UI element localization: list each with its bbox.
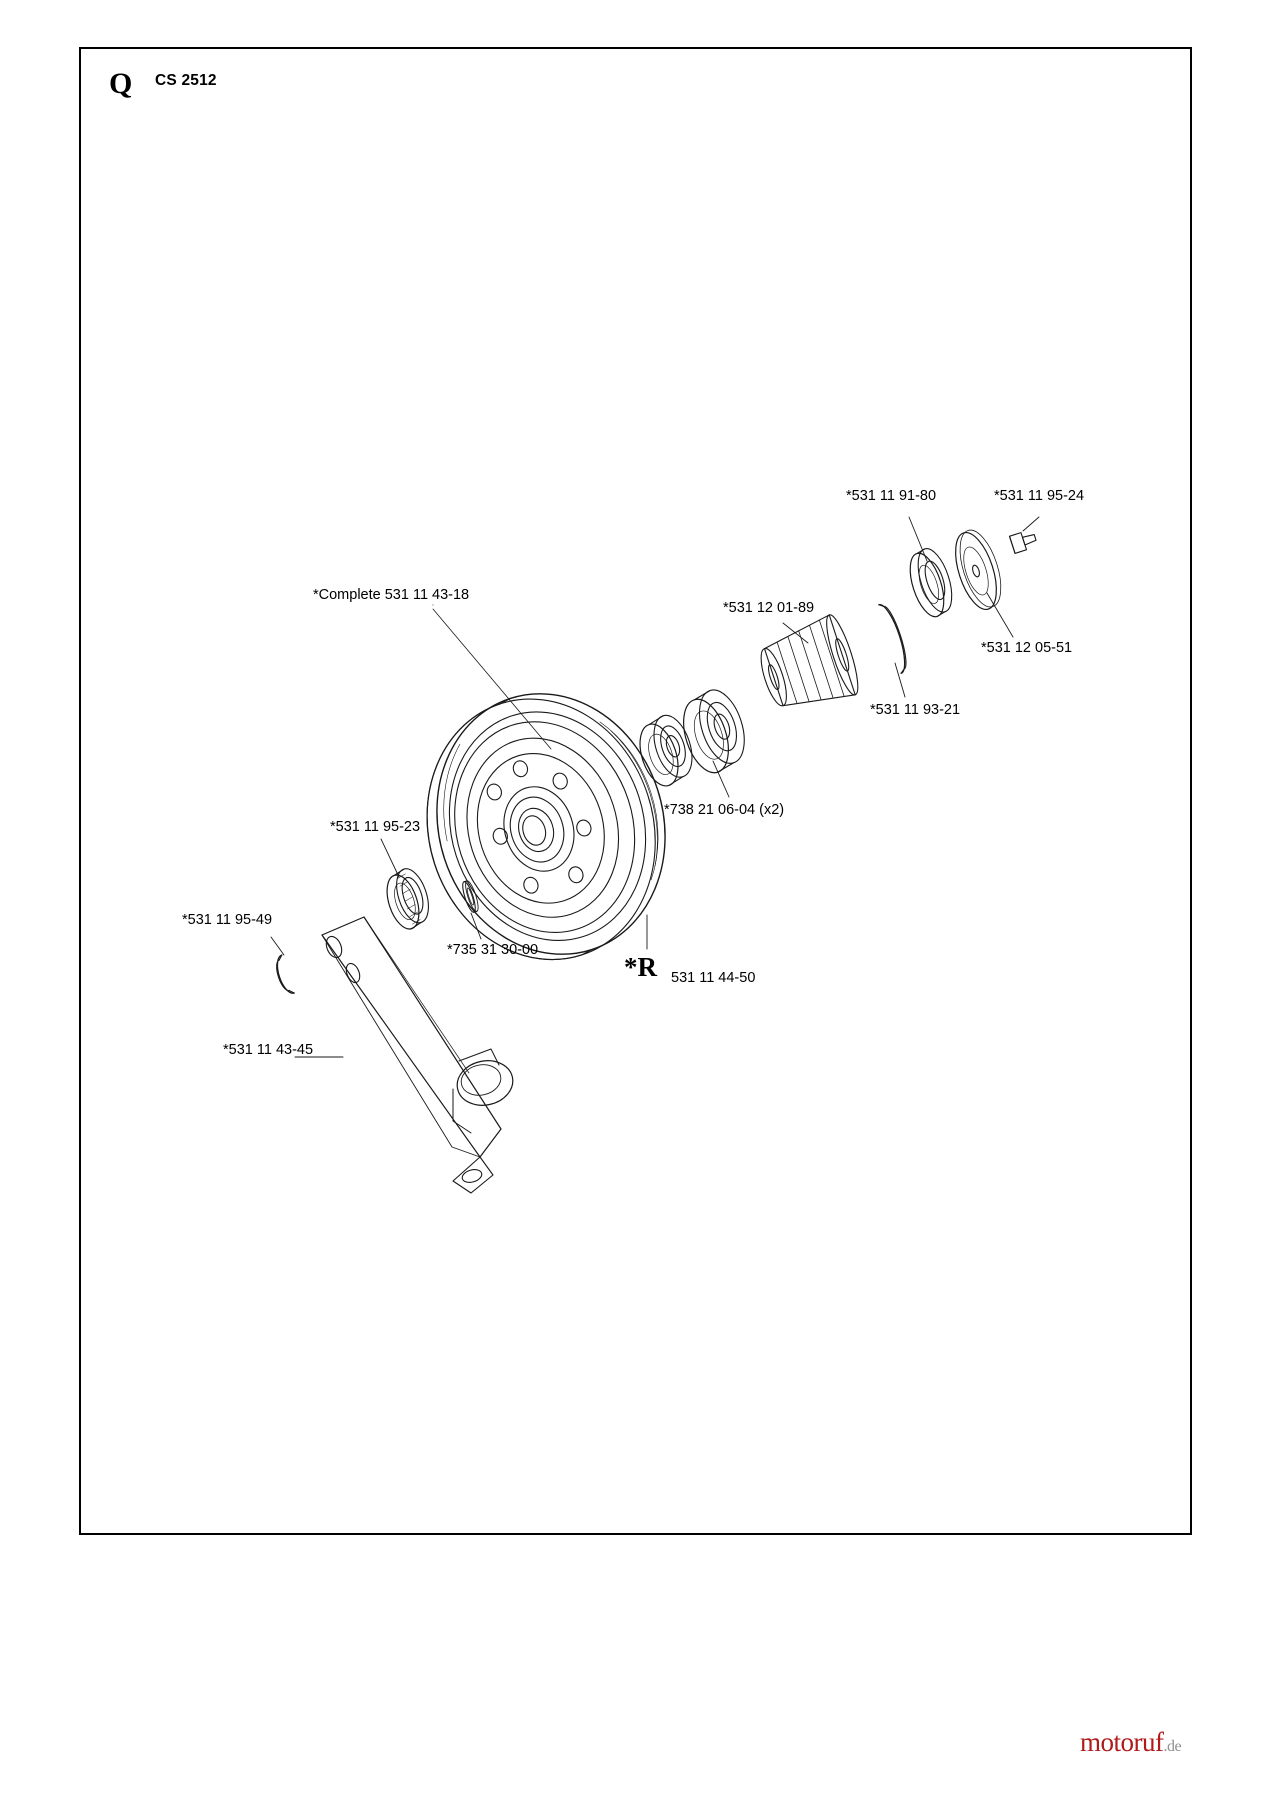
label-531-11-43-45: *531 11 43-45	[223, 1042, 314, 1058]
label-738-21-06-04-number: *738 21 06-04	[664, 802, 760, 818]
section-letter: Q	[109, 67, 133, 100]
needle-bearing-illustration	[380, 865, 435, 933]
bolt-illustration	[1010, 529, 1038, 554]
exploded-parts-drawing	[81, 49, 1194, 1537]
label-complete-number: 531 11 43-18	[384, 587, 470, 603]
label-735-31-30-00: *735 31 30-00	[447, 942, 539, 958]
label-531-11-95-49: *531 11 95-49	[182, 912, 273, 928]
cover-plate-illustration	[947, 525, 1009, 614]
page-border	[79, 47, 1192, 1535]
site-logo-suffix: .de	[1163, 1738, 1182, 1755]
seal-washer-illustration	[903, 545, 959, 621]
site-logo-text: motoruf	[1080, 1727, 1164, 1757]
spline-shaft-illustration	[752, 612, 864, 720]
r-mark: *R	[624, 952, 657, 982]
site-logo	[1080, 1727, 1181, 1758]
clutch-drum-illustration	[393, 664, 699, 990]
label-complete	[313, 587, 469, 604]
label-531-12-01-89: *531 12 01-89	[723, 600, 815, 616]
label-531-11-93-21: *531 11 93-21	[870, 702, 961, 718]
label-531-12-05-51: *531 12 05-51	[981, 640, 1073, 656]
label-531-11-44-50: 531 11 44-50	[671, 970, 756, 986]
label-531-11-91-80: *531 11 91-80	[846, 488, 937, 504]
label-531-11-95-24: *531 11 95-24	[994, 488, 1085, 504]
small-washer-illustration	[460, 880, 480, 914]
label-531-11-95-23: *531 11 95-23	[330, 819, 421, 835]
label-complete-prefix: *Complete	[313, 587, 385, 603]
snap-ring-illustration	[879, 601, 912, 673]
bearing-pair-illustration	[632, 684, 754, 790]
label-738-21-06-04	[664, 802, 784, 819]
model-code: CS 2512	[155, 72, 217, 89]
label-738-21-06-04-qty: (x2)	[759, 802, 785, 818]
retaining-clip-illustration	[272, 955, 294, 996]
